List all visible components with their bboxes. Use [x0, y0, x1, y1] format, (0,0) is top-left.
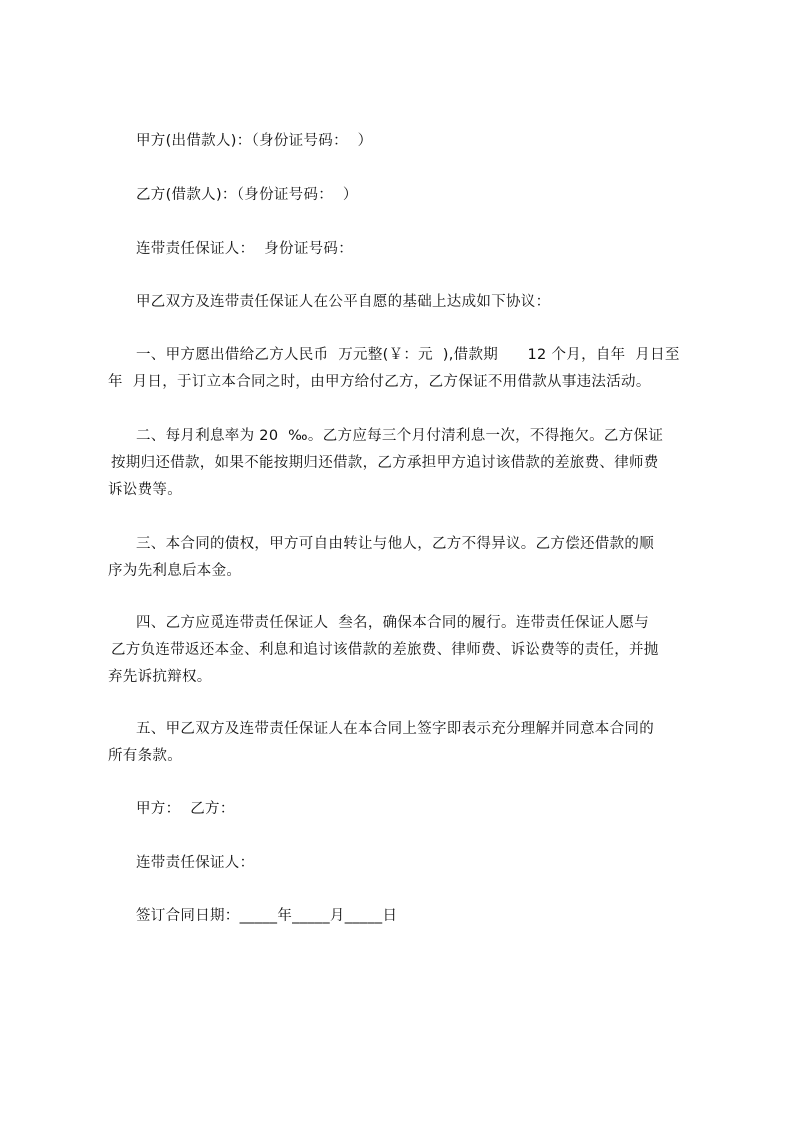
- clause-1-line-1: 一、甲方愿出借给乙方人民币 万元整(￥：元 ),借款期 12 个月，自年 月日至: [136, 347, 680, 363]
- clause-2-line-2: 按期归还借款，如果不能按期归还借款，乙方承担甲方追讨该借款的差旅费、律师费: [111, 455, 659, 471]
- clause-4-line-3: 弃先诉抗辩权。: [108, 669, 212, 685]
- clause-3-line-2: 序为先利息后本金。: [108, 563, 242, 579]
- clause-4-line-2: 乙方负连带返还本金、利息和追讨该借款的差旅费、律师费、诉讼费等的责任，并抛: [111, 642, 659, 658]
- party-a-line: 甲方(出借款人)：（身份证号码： ）: [136, 133, 373, 149]
- clause-3-line-1: 三、本合同的债权，甲方可自由转让与他人，乙方不得异议。乙方偿还借款的顺: [136, 536, 654, 552]
- guarantor-header-line: 连带责任保证人： 身份证号码：: [136, 241, 354, 257]
- clause-4-line-1: 四、乙方应觅连带责任保证人 叁名，确保本合同的履行。连带责任保证人愿与: [136, 615, 650, 631]
- party-b-line: 乙方(借款人)：（身份证号码： ）: [136, 187, 358, 203]
- signature-guarantor: 连带责任保证人：: [136, 855, 255, 871]
- clause-5-line-1: 五、甲乙双方及连带责任保证人在本合同上签字即表示充分理解并同意本合同的: [136, 721, 654, 737]
- clause-2-line-3: 诉讼费等。: [108, 482, 182, 498]
- clause-1-line-2: 年 月日，于订立本合同之时，由甲方给付乙方，乙方保证不用借款从事违法活动。: [108, 374, 651, 390]
- signing-date: 签订合同日期：_____年_____月_____日: [136, 908, 398, 924]
- clause-2-line-1: 二、每月利息率为 20 ‰。乙方应每三个月付清利息一次，不得拖欠。乙方保证: [136, 428, 664, 444]
- preamble: 甲乙双方及连带责任保证人在公平自愿的基础上达成如下协议：: [136, 294, 551, 310]
- clause-5-line-2: 所有条款。: [108, 748, 182, 764]
- signature-parties: 甲方： 乙方：: [136, 801, 235, 817]
